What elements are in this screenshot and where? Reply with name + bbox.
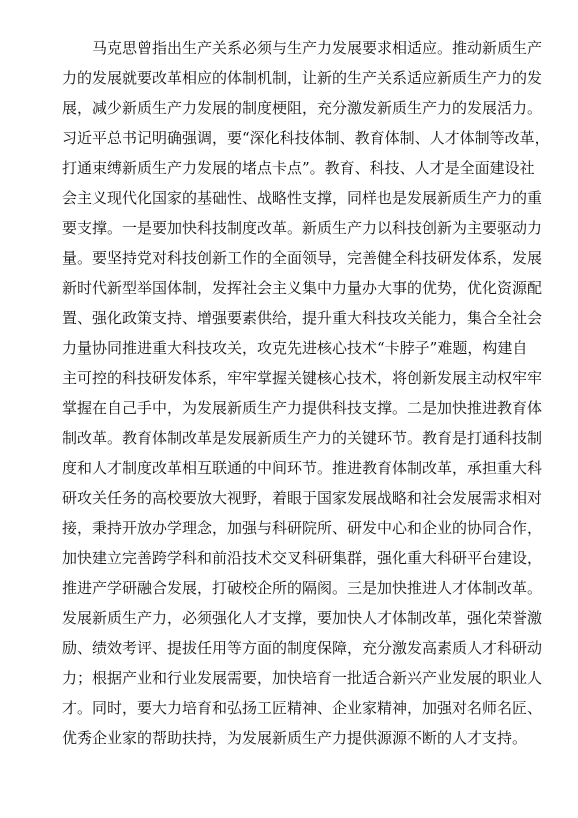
paragraph-line: 量。要坚持党对科技创新工作的全面领导，完善健全科技研发体系，发展: [62, 249, 543, 267]
paragraph-line: 力；根据产业和行业发展需要，加快培育一批适合新兴产业发展的职业人: [62, 669, 543, 687]
paragraph-line: 研攻关任务的高校要放大视野，着眼于国家发展战略和社会发展需求相对: [62, 489, 543, 507]
paragraph-line: 发展新质生产力，必须强化人才支撑，要加快人才体制改革，强化荣誉激: [62, 609, 543, 627]
paragraph-line: 会主义现代化国家的基础性、战略性支撑，同样也是发展新质生产力的重: [62, 189, 543, 207]
paragraph-line: 加快建立完善跨学科和前沿技术交叉科研集群，强化重大科研平台建设，: [62, 549, 543, 567]
paragraph-line: 马克思曾指出生产关系必须与生产力发展要求相适应。推动新质生产: [92, 39, 543, 57]
paragraph-line: 度和人才制度改革相互联通的中间环节。推进教育体制改革，承担重大科: [62, 459, 543, 477]
paragraph-line: 力的发展就要改革相应的体制机制，让新的生产关系适应新质生产力的发: [62, 69, 543, 87]
paragraph-line: 才。同时，要大力培育和弘扬工匠精神、企业家精神，加强对名师名匠、: [62, 699, 543, 717]
paragraph-line: 置、强化政策支持、增强要素供给，提升重大科技攻关能力，集合全社会: [62, 309, 543, 327]
paragraph-line: 制改革。教育体制改革是发展新质生产力的关键环节。教育是打通科技制: [62, 429, 543, 447]
paragraph-line: 展，减少新质生产力发展的制度梗阻，充分激发新质生产力的发展活力。: [62, 99, 543, 117]
paragraph-line: 接，秉持开放办学理念，加强与科研院所、研发中心和企业的协同合作，: [62, 519, 543, 537]
paragraph-line: 励、绩效考评、提拔任用等方面的制度保障，充分激发高素质人才科研动: [62, 639, 543, 657]
paragraph-line: 掌握在自己手中，为发展新质生产力提供科技支撑。二是加快推进教育体: [62, 399, 543, 417]
paragraph-line: 新时代新型举国体制，发挥社会主义集中力量办大事的优势，优化资源配: [62, 279, 543, 297]
paragraph-line: 要支撑。一是要加快科技制度改革。新质生产力以科技创新为主要驱动力: [62, 219, 543, 237]
paragraph-line: 力量协同推进重大科技攻关，攻克先进核心技术“卡脖子”难题，构建自: [62, 339, 528, 357]
body-paragraph: [62, 33, 550, 753]
paragraph-line: 习近平总书记明确强调，要“深化科技体制、教育体制、人才体制等改革，: [62, 129, 550, 147]
paragraph-line: 推进产学研融合发展，打破校企所的隔阂。三是加快推进人才体制改革。: [62, 579, 543, 597]
paragraph-line: 主可控的科技研发体系，牢牢掌握关键核心技术，将创新发展主动权牢牢: [62, 369, 543, 387]
paragraph-line: 打通束缚新质生产力发展的堵点卡点”。教育、科技、人才是全面建设社: [62, 159, 535, 177]
paragraph-line: 优秀企业家的帮助扶持，为发展新质生产力提供源源不断的人才支持。: [62, 729, 528, 747]
